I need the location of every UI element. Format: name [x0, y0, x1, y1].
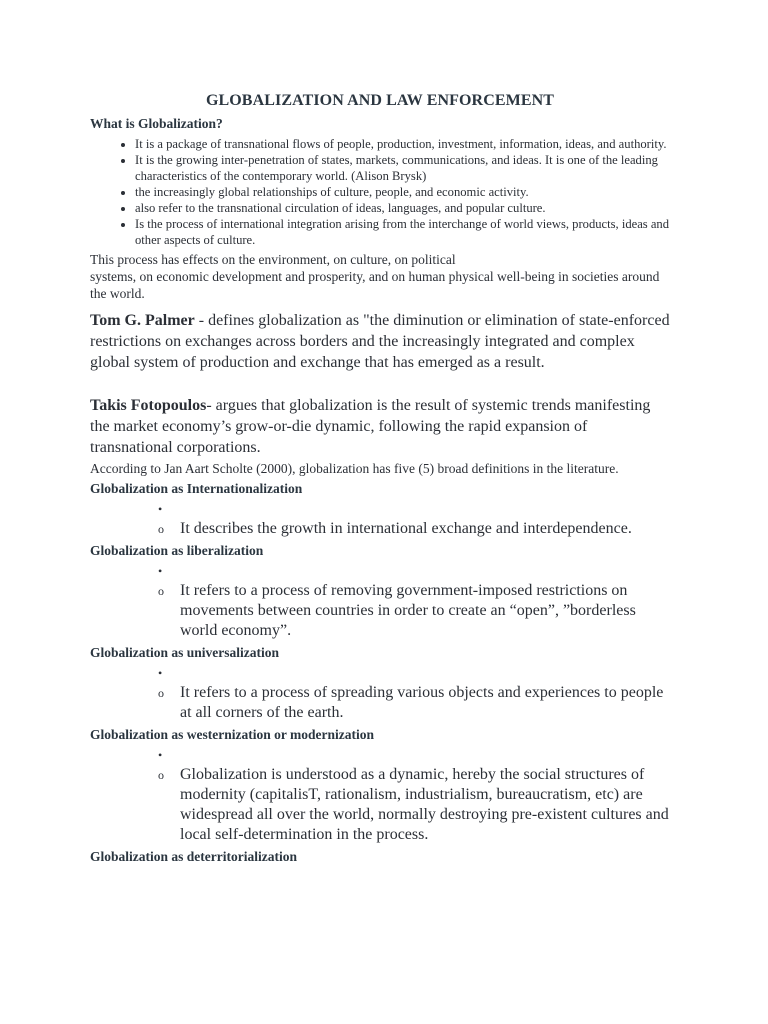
document-title: GLOBALIZATION AND LAW ENFORCEMENT	[205, 92, 555, 109]
what-is-heading: What is Globalization?	[90, 116, 223, 131]
definition-text: It describes the growth in international exchange and interdependence.	[180, 520, 632, 537]
definition-item	[90, 581, 670, 641]
empty-bullet: •	[158, 564, 163, 578]
palmer-text: - defines globalization as "the diminution or elimination of state-enforced restrictions on exchanges across borders and the increasingly integrated and complex global system of production and exchange that has emerged as a result.	[90, 312, 670, 371]
definition-heading: Globalization as liberalization	[90, 543, 264, 558]
definition-item	[90, 519, 670, 539]
effects-line-1: This process has effects on the environment, on culture, on political	[90, 252, 456, 267]
palmer-name: Tom G. Palmer	[90, 312, 195, 329]
list-item: • the increasingly global relationships of culture, people, and economic activity.	[135, 184, 670, 200]
palmer-paragraph	[90, 310, 670, 373]
definition-item	[90, 683, 670, 723]
list-item: • also refer to the transnational circulation of ideas, languages, and popular culture.	[135, 200, 670, 216]
effects-line-2: systems, on economic development and prosperity, and on human physical well-being in societies around the world.	[90, 269, 660, 301]
definition-text: It refers to a process of removing government-imposed restrictions on movements between countries in order to create an “open”, ”borderless world economy”.	[180, 582, 636, 639]
empty-bullet: •	[158, 748, 163, 762]
definition-text: Globalization is understood as a dynamic, hereby the social structures of modernity (capitalisT, rationalism, industrialism, bureaucratism, etc) are widespread all over the world, normally destroying pre-existent cultures and local self-determination in the process.	[180, 766, 669, 843]
list-item: • It is a package of transnational flows of people, production, investment, information, ideas, and authority.	[135, 136, 670, 152]
document-page	[90, 92, 670, 867]
spacer	[90, 373, 670, 395]
empty-bullet: •	[158, 502, 163, 516]
fotopoulos-paragraph	[90, 395, 670, 458]
definition-heading: Globalization as Internationalization	[90, 481, 303, 496]
circle-bullet-icon: o	[158, 686, 164, 700]
effects-paragraph	[90, 251, 670, 302]
definition-text: It refers to a process of spreading various objects and experiences to people at all corners of the earth.	[180, 684, 664, 721]
fotopoulos-text: - argues that globalization is the result of systemic trends manifesting the market economy’s grow-or-die dynamic, following the rapid expansion of transnational corporations.	[90, 397, 651, 456]
definition-heading: Globalization as universalization	[90, 645, 280, 660]
list-item: • It is the growing inter-penetration of states, markets, communications, and ideas. It is one of the leading characteristics of the contemporary world. (Alison Brysk)	[135, 152, 670, 184]
definition-heading: Globalization as deterritorialization	[90, 849, 297, 864]
definition-bullet-list	[90, 136, 670, 248]
fotopoulos-name: Takis Fotopoulos	[90, 397, 207, 414]
circle-bullet-icon: o	[158, 768, 164, 782]
definition-item	[90, 765, 670, 845]
empty-bullet: •	[158, 666, 163, 680]
circle-bullet-icon: o	[158, 584, 164, 598]
scholte-paragraph: According to Jan Aart Scholte (2000), globalization has five (5) broad definitions in the literature.	[90, 461, 619, 476]
circle-bullet-icon: o	[158, 522, 164, 536]
definition-heading: Globalization as westernization or modernization	[90, 727, 374, 742]
list-item: • Is the process of international integration arising from the interchange of world views, products, ideas and other aspects of culture.	[135, 216, 670, 248]
